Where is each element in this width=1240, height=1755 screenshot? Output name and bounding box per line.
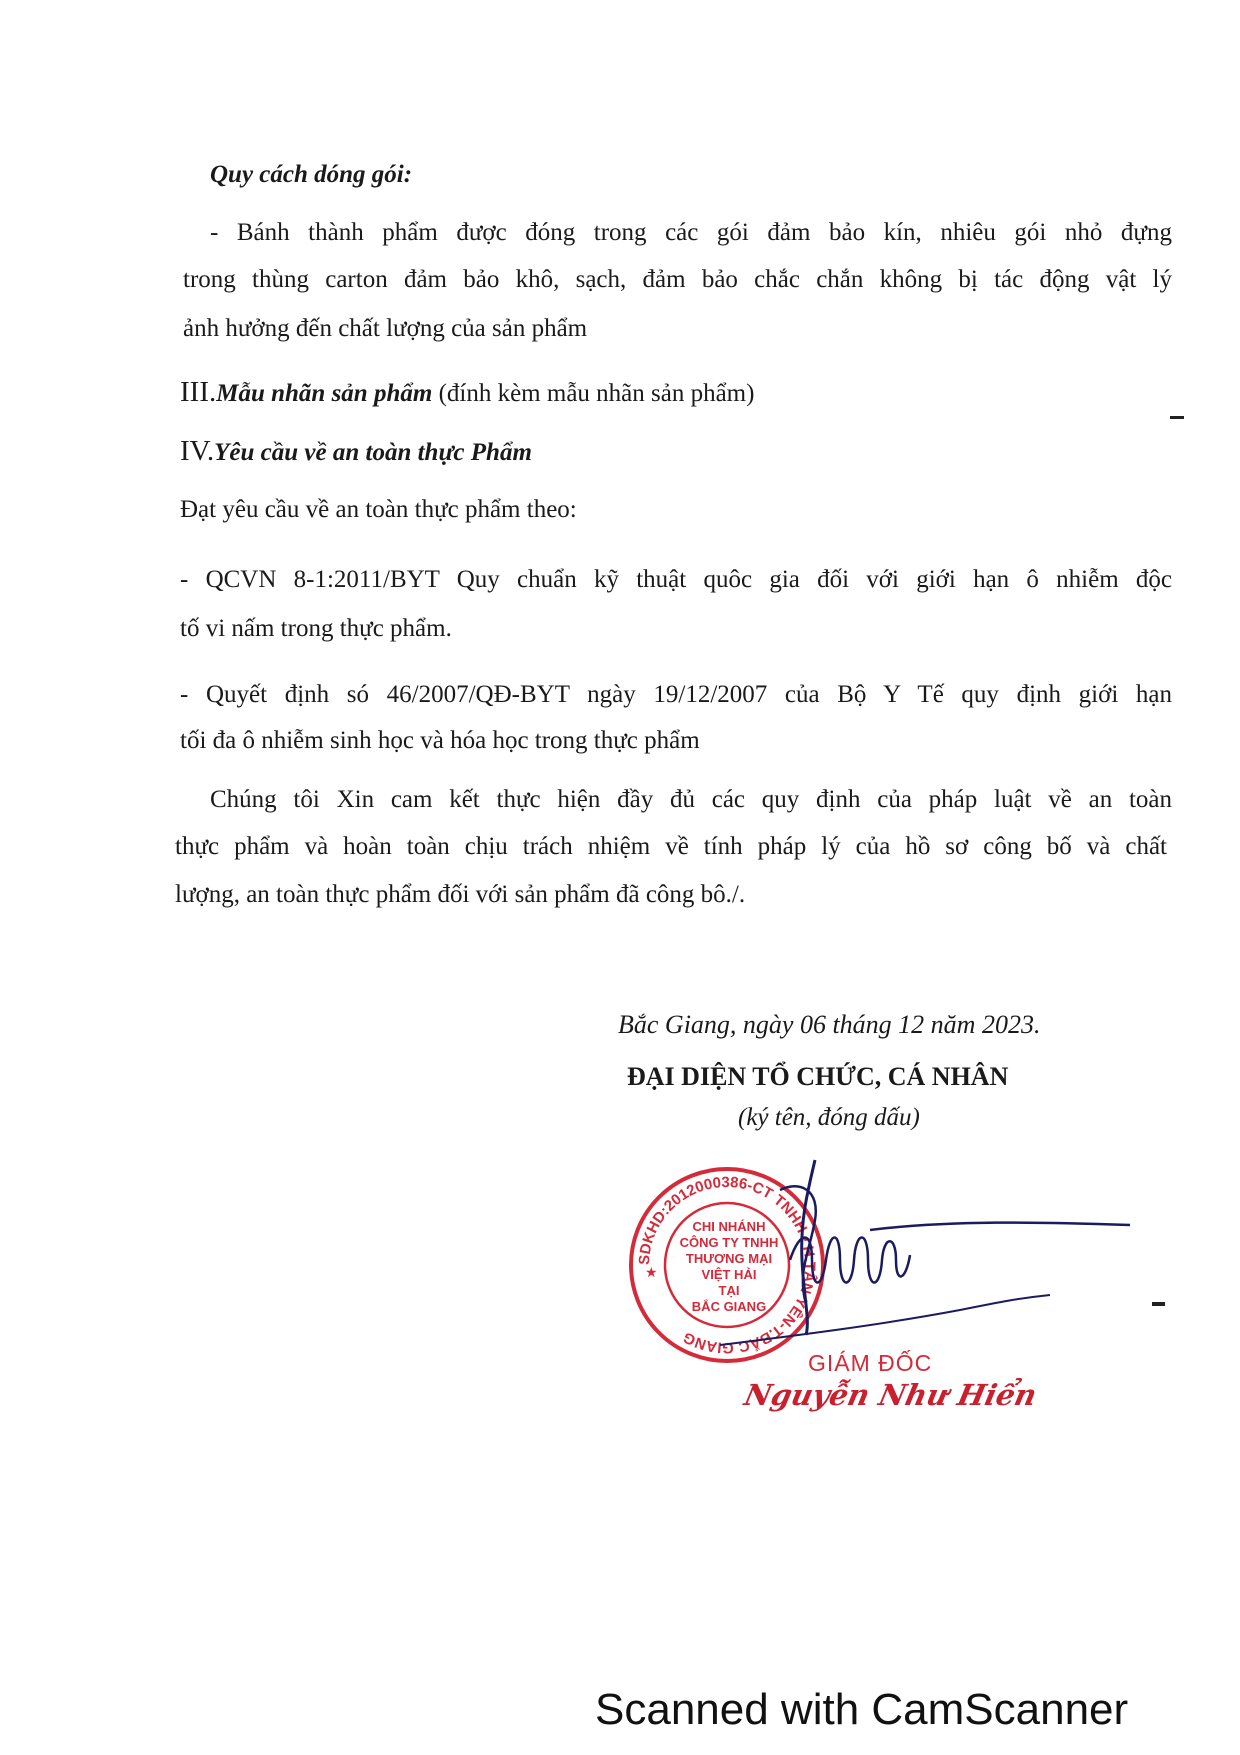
stamp-line-3: THƯƠNG MẠI bbox=[685, 1251, 773, 1266]
stamp-star-icon: ★ bbox=[645, 1266, 658, 1281]
place-date: Bắc Giang, ngày 06 tháng 12 năm 2023. bbox=[618, 1010, 1041, 1039]
handwritten-signature bbox=[720, 1150, 1140, 1350]
packaging-line-1: - Bánh thành phẩm được đóng trong các gói đảm bảo kín, nhiêu gói nhỏ đựng bbox=[210, 219, 1172, 246]
signer-title: GIÁM ĐỐC bbox=[808, 1350, 933, 1376]
safety-item-2-line-2: tối đa ô nhiễm sinh học và hóa học trong thực phẩm bbox=[180, 727, 700, 754]
commitment-line-2: thực phẩm và hoàn toàn chịu trách nhiệm về tính pháp lý của hồ sơ công bố và chất bbox=[175, 833, 1167, 860]
safety-item-1-line-1: - QCVN 8-1:2011/BYT Quy chuẩn kỹ thuật quôc gia đối với giới hạn ô nhiễm độc bbox=[180, 566, 1172, 593]
scan-mark bbox=[1152, 1302, 1165, 1306]
sign-instruction: (ký tên, đóng dấu) bbox=[738, 1104, 920, 1131]
stamp-line-4: VIỆT HẢI bbox=[701, 1267, 757, 1282]
signer-name: Nguyễn Như Hiển bbox=[741, 1378, 1040, 1412]
safety-item-1-line-2: tố vi nấm trong thực phẩm. bbox=[180, 615, 452, 642]
packaging-line-2: trong thùng carton đảm bảo khô, sạch, đảm bảo chắc chắn không bị tác động vật lý bbox=[183, 266, 1172, 293]
commitment-line-3: lượng, an toàn thực phẩm đối với sản phẩm đã công bô./. bbox=[175, 881, 746, 908]
section-3-title: Mẫu nhãn sản phẩm bbox=[216, 380, 433, 407]
stamp-line-2: CÔNG TY TNHH bbox=[679, 1235, 779, 1250]
section-4-heading bbox=[180, 436, 532, 468]
section-4-title: Yêu cầu về an toàn thực Phẩm bbox=[214, 439, 532, 466]
section-3-heading bbox=[180, 377, 754, 409]
packaging-heading: Quy cách dóng gói: bbox=[210, 161, 413, 188]
stamp-ring-text: SDKHD:2012000386-CT TNHH • H.TÂN YÊN-T.BẮC GIANG bbox=[635, 1173, 819, 1357]
scan-mark bbox=[1170, 416, 1184, 419]
section-3-numeral: III. bbox=[180, 376, 217, 408]
representative-title: ĐẠI DIỆN TỔ CHỨC, CÁ NHÂN bbox=[627, 1062, 1009, 1091]
packaging-line-3: ảnh hưởng đến chất lượng của sản phẩm bbox=[183, 315, 588, 342]
stamp-line-5: TẠI bbox=[718, 1283, 740, 1298]
section-4-numeral: IV. bbox=[180, 435, 215, 467]
stamp-line-6: BẮC GIANG bbox=[691, 1299, 767, 1314]
commitment-line-1: Chúng tôi Xin cam kết thực hiện đầy đủ các quy định của pháp luật về an toàn bbox=[210, 786, 1172, 813]
stamp-line-1: CHI NHÁNH bbox=[692, 1219, 766, 1234]
camscanner-watermark: Scanned with CamScanner bbox=[595, 1685, 1129, 1734]
safety-item-2-line-1: - Quyết định só 46/2007/QĐ-BYT ngày 19/12/2007 của Bộ Y Tế quy định giới hạn bbox=[180, 681, 1172, 708]
safety-intro: Đạt yêu cầu về an toàn thực phẩm theo: bbox=[180, 496, 577, 523]
section-3-note: (đính kèm mẫu nhãn sản phẩm) bbox=[432, 380, 755, 407]
